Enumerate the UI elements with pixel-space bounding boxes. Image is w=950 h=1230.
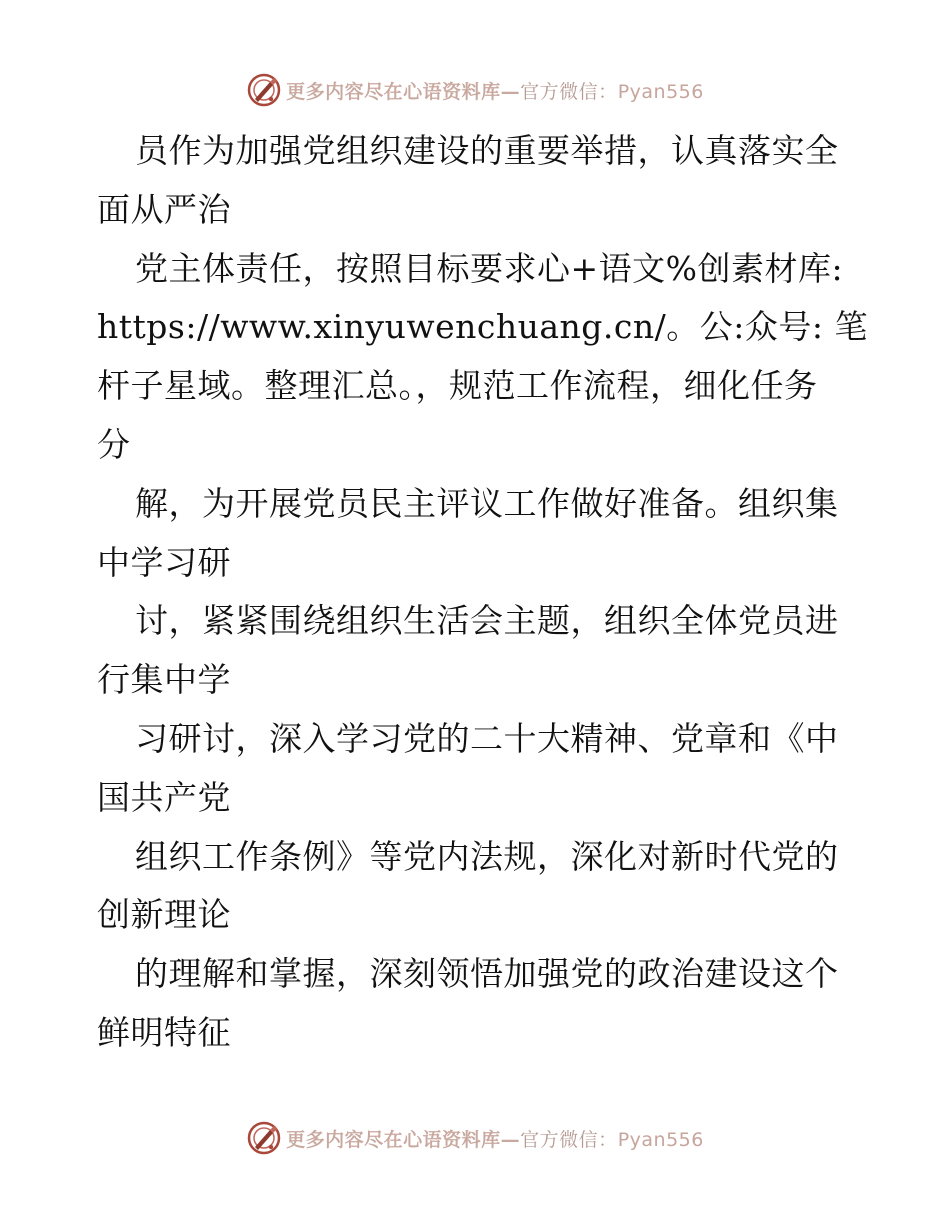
document-body bbox=[97, 122, 868, 1063]
text-line: 面从严治 bbox=[97, 189, 231, 229]
footer-watermark bbox=[0, 1118, 950, 1158]
watermark-label: 官方微信： bbox=[520, 1128, 618, 1151]
text-line: 员作为加强党组织建设的重要举措，认真落实全 bbox=[135, 131, 839, 170]
watermark-text bbox=[286, 77, 704, 104]
text-line: 行集中学 bbox=[97, 660, 231, 700]
text-line: 鲜明特征 bbox=[97, 1012, 231, 1052]
text-line: 分 bbox=[97, 424, 131, 464]
watermark-text bbox=[286, 1125, 704, 1152]
text-line: 党主体责任，按照目标要求心+语文%创素材库: bbox=[135, 248, 844, 288]
watermark-separator: — bbox=[500, 1128, 521, 1151]
text-line: 创新理论 bbox=[97, 895, 231, 935]
text-line: 讨，紧紧围绕组织生活会主题，组织全体党员进 bbox=[135, 601, 839, 641]
watermark-account: Pyan556 bbox=[617, 80, 704, 103]
text-line: 杆子星域。整理汇总。，规范工作流程，细化任务 bbox=[97, 366, 818, 406]
watermark-account: Pyan556 bbox=[617, 1128, 704, 1151]
text-line: 组织工作条例》等党内法规，深化对新时代党的 bbox=[135, 836, 839, 876]
watermark-separator: — bbox=[500, 80, 521, 103]
text-line: https://www.xinyuwenchuang.cn/。公:众号: 笔 bbox=[97, 307, 868, 347]
pen-seal-icon bbox=[246, 72, 282, 108]
text-line: 习研讨，深入学习党的二十大精神、党章和《中 bbox=[135, 718, 839, 758]
header-watermark bbox=[0, 70, 950, 110]
watermark-site-text: 更多内容尽在心语资料库 bbox=[286, 80, 501, 103]
pen-seal-icon bbox=[246, 1120, 282, 1156]
watermark-site-text: 更多内容尽在心语资料库 bbox=[286, 1128, 501, 1151]
text-line: 的理解和掌握，深刻领悟加强党的政治建设这个 bbox=[135, 954, 839, 994]
text-line: 中学习研 bbox=[97, 542, 231, 582]
text-line: 国共产党 bbox=[97, 777, 231, 817]
text-line: 解，为开展党员民主评议工作做好准备。组织集 bbox=[135, 483, 839, 523]
watermark-label: 官方微信： bbox=[520, 80, 618, 103]
